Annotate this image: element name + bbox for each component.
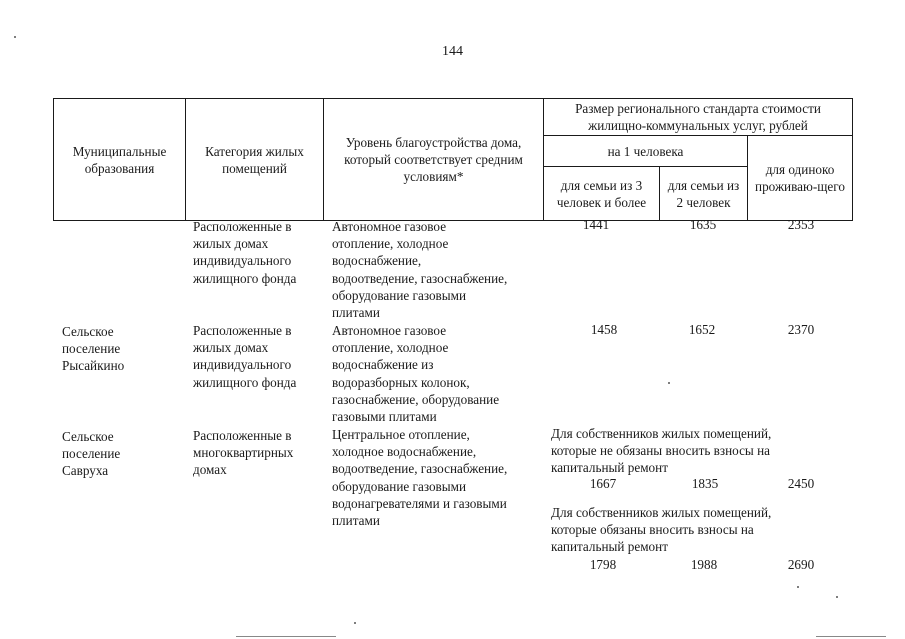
header-single: для одиноко проживаю-щего [748,136,853,221]
row-0-value-single: 2353 [787,217,815,232]
table-header [53,98,853,221]
row-1-value-single: 2370 [787,322,815,337]
row-2-value-a-family3: 1667 [589,476,617,491]
row-1-value-family3: 1458 [590,322,618,337]
scan-speck [14,36,16,38]
row-1-municipality: Сельское поселение Рысайкино [62,324,125,374]
row-2-level: Центральное отопление, холодное водоснабжение, водоотведение, газоснабжение, оборудование газовыми водонагревателями и газовыми плитами [332,427,508,529]
row-2-value-a-single: 2450 [787,476,815,491]
row-2-note-a: Для собственников жилых помещений, которые не обязаны вносить взносы на капитальный ремонт [551,426,772,476]
scan-speck [836,596,838,598]
scan-edge-line [236,636,336,637]
scan-edge-line [816,636,886,637]
scan-speck [354,622,356,624]
scan-speck [668,382,670,384]
header-level: Уровень благоустройства дома, который соответствует средним условиям* [324,99,544,221]
page-number: 144 [442,44,463,59]
row-0-category: Расположенные в жилых домах индивидуального жилищного фонда [193,219,297,286]
row-2-municipality: Сельское поселение Савруха [62,429,121,479]
row-2-value-b-single: 2690 [787,557,815,572]
scan-speck [797,586,799,588]
row-0-value-family3: 1441 [582,217,610,232]
row-0-value-family2: 1635 [689,217,717,232]
header-family2: для семьи из 2 человек [660,167,748,221]
row-1-category: Расположенные в жилых домах индивидуального жилищного фонда [193,323,297,390]
header-standard: Размер регионального стандарта стоимости жилищно-коммунальных услуг, рублей [544,99,853,136]
row-2-value-a-family2: 1835 [691,476,719,491]
row-2-note-b: Для собственников жилых помещений, которые обязаны вносить взносы на капитальный ремонт [551,505,772,555]
row-2-value-b-family3: 1798 [589,557,617,572]
header-municipal: Муниципальные образования [54,99,186,221]
header-category: Категория жилых помещений [186,99,324,221]
row-0-level: Автономное газовое отопление, холодное водоснабжение, водоотведение, газоснабжение, оборудование газовыми плитами [332,219,508,321]
header-family3: для семьи из 3 человек и более [544,167,660,221]
row-2-category: Расположенные в многоквартирных домах [193,428,294,478]
row-2-value-b-family2: 1988 [690,557,718,572]
row-1-level: Автономное газовое отопление, холодное водоснабжение из водоразборных колонок, газоснабжение, оборудование газовыми плитами [332,323,500,425]
row-1-value-family2: 1652 [688,322,716,337]
header-per-person: на 1 человека [544,136,748,167]
